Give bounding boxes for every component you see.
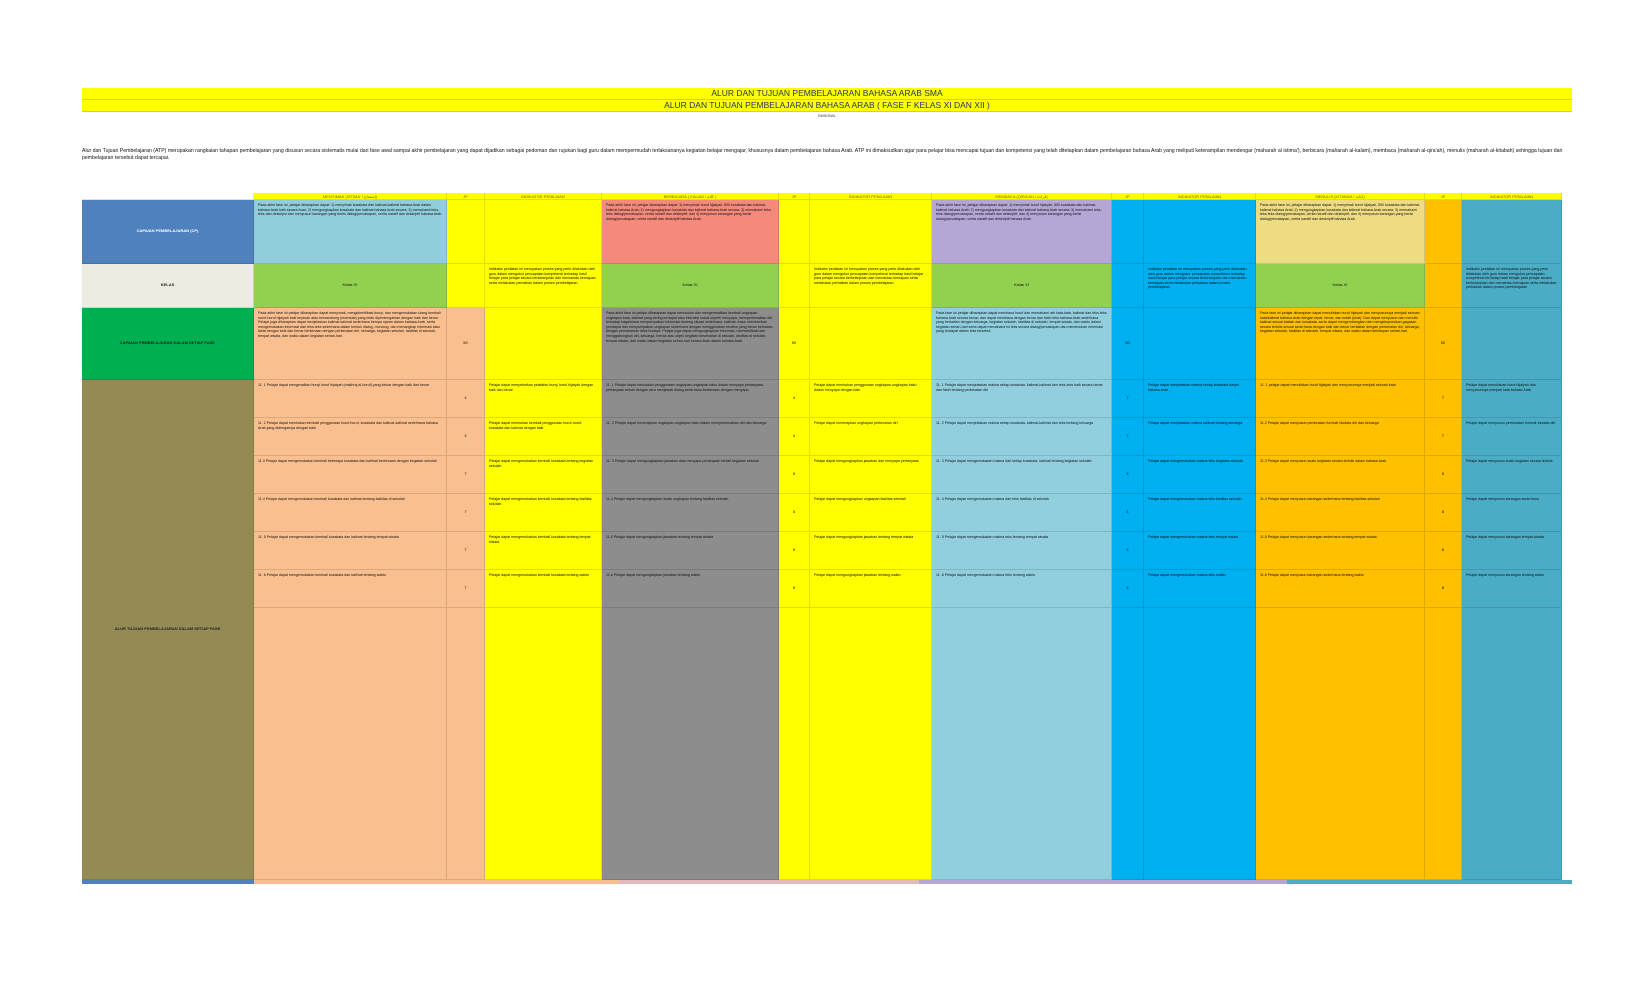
atp-section — [82, 380, 1572, 880]
kelas-jp — [1425, 264, 1462, 308]
atp-cell-jp2: 5 — [779, 570, 810, 608]
atp-filler-cell — [254, 608, 447, 880]
header-jp: JP — [447, 193, 485, 200]
atp-cell-jp1: 7 — [447, 532, 485, 570]
atp-cell-ind4: Pelajar dapat menuliskan huruf hijaiyah dan menyusunnya menjadi kata bahasa Arab — [1462, 380, 1562, 418]
header-jp: JP — [1425, 193, 1462, 200]
document-subtitle: ALUR DAN TUJUAN PEMBELAJARAN BAHASA ARAB ( FASE F KELAS XI DAN XII ) — [82, 100, 1572, 112]
atp-cell-ind3: Pelajar dapat mengemukakan makna teks kegiatan sekolah — [1144, 456, 1256, 494]
atp-cell-ind2: Pelajar dapat mengungkapkan jawaban dan menyapa pertanyaan — [810, 456, 932, 494]
atp-filler-cell — [779, 608, 810, 880]
atp-cell-jp1: 4 — [447, 380, 485, 418]
atp-filler-cell — [602, 608, 779, 880]
kelas-jp — [779, 264, 810, 308]
kelas-jp — [447, 264, 485, 308]
atp-cell-jp1: 7 — [447, 570, 485, 608]
kelas-menulis: Kelas XI — [1256, 264, 1425, 308]
rasional-label: RASIONAL — [818, 114, 836, 118]
atp-filler-cell — [485, 608, 602, 880]
cp-indikator-menyimak — [485, 200, 602, 264]
atp-cell-berbicara: 11.4 Pelajar dapat mengungkapkan suatu ungkapan tentang fasilitas sekolah — [602, 494, 779, 532]
header-indikator: INDIKATOR PENILAIAN — [1462, 193, 1562, 200]
atp-cell-jp3: 7 — [1112, 380, 1144, 418]
atp-cell-jp4: 8 — [1425, 532, 1462, 570]
cp-indikator-membaca — [1144, 200, 1256, 264]
cp-elemen-indikator — [1462, 308, 1562, 380]
header-indikator: INDIKATOR PENILAIAN — [485, 193, 602, 200]
cp-menulis: Pada akhir fase ini, pelajar diharapkan dapat: 1) menyimak huruf hijaiyah, 500 kosakata dan kalimat-kalimat bahasa Arab; 2) mengungkapkan kosakata dan kalimat bahasa Arab secara; 3) memahami teks-teks dialog/percakapan, cerita naratif dan deskriptif; dan 4) menyusun karangan yang berisi dialog/percakapan, cerita naratif dan deskriptif bahasa Arab. — [1256, 200, 1425, 264]
cp-jp-membaca — [1112, 200, 1144, 264]
atp-cell-berbicara: 11. 1 Pelajar dapat menirukan penggunaan ungkapan-ungkapan baku dalam menyapa pertanyaan-pertanyaan terkait dengan cara menjawab dialog sederhana berkenaan dengan menyapa — [602, 380, 779, 418]
atp-filler-cell — [1144, 608, 1256, 880]
cp-berbicara: Pada akhir fase ini, pelajar diharapkan dapat: 1) menyimak huruf hijaiyah, 500 kosakata dan kalimat-kalimat bahasa Arab; 2) mengungkapkan kosakata dan kalimat bahasa Arab secara; 3) memahami teks-teks dialog/percakapan, cerita naratif dan deskriptif; dan 4) menyusun karangan yang berisi dialog/percakapan, cerita naratif dan deskriptif bahasa Arab. — [602, 200, 779, 264]
cp-elemen-membaca: Pada fase ini pelajar diharapkan dapat membaca huruf dan memahami arti kata-kata, kalimat dan teks-teks bahasa Arab secara benar, dan dapat membaca dengan benar dan fasih teks bahasa Arab sederhana yang berkaitan dengan keluarga, kegiatan sekolah, fasilitas di sekolah, tempat wisata, dan waktu dalam kegiatan sehari-hari serta dapat memahami isi teks secara dialog/percakapan dan menemukan informasi yang terdapat dalam teks tersebut. — [932, 308, 1112, 380]
jp-total-membaca: 50 — [1112, 308, 1144, 380]
atp-cell-jp4: 8 — [1425, 456, 1462, 494]
atp-cell-ind1: Pelajar dapat mengemukakan kembali kosakata tentang fasilitas sekolah — [485, 494, 602, 532]
atp-cell-jp4: 7 — [1425, 380, 1462, 418]
atp-cell-ind3: Pelajar dapat mengemukakan makna teks tempat wisata — [1144, 532, 1256, 570]
atp-cell-ind3: Pelajar dapat menjelaskan makna setiap kosakata dalam bahasa Arab — [1144, 380, 1256, 418]
atp-cell-jp2: 5 — [779, 532, 810, 570]
intro-paragraph: Alur dan Tujuan Pembelajaran (ATP) merupakan rangkaian tahapan pembelajaran yang disusun secara sistematis mulai dari fase awal sampai akhir pembelajaran yang dapat dijadikan sebagai pedoman dan rujukan bagi guru dalam mempermudah terlaksananya kegiatan belajar mengajar, khususnya dalam pembelajaran bahasa Arab. ATP ini dimaksudkan agar para pelajar bisa mencapai tujuan dan kompetensi yang telah ditetapkan dalam pembelajaran bahasa Arab yang meliputi keterampilan mendengar (maharah al istima'), berbicara (maharah al-kalam), membaca (maharah al-qira'ah), menulis (maharah al-kitabah) sehingga tujuan dari pembelajaran tersebut dapat tercapai. — [82, 148, 1563, 161]
header-menyimak: MENYIMAK (ISTIMA' / إستماع) — [254, 193, 447, 200]
atp-cell-jp1: 4 — [447, 418, 485, 456]
atp-cell-berbicara: 11.5 Pelajar dapat mengungkapkan jawaban tentang tempat wisata — [602, 532, 779, 570]
cp-elemen-menulis: Pada fase ini pelajar diharapkan dapat menuliskan huruf hijaiyah dan menyusunnya menjadi sebuah kata/kalimat bahasa Arab dengan tepat, benar, dan indah (khat). Dan dapat menyusun dan menulis kalimat sesuai kaidah dan kosakata, serta dapat mengembangkan dan mengekspresikan gagasan secara tertulis sesuai sederhana dengan baik dan benar berkaitan dengan perkenalan diri, keluarga, kegiatan sekolah, fasilitas di sekolah, tempat wisata, dan waktu dalam kehidupan sehari-hari. — [1256, 308, 1425, 380]
atp-cell-ind2: Pelajar dapat menerapkan ungkapan perkenalan diri — [810, 418, 932, 456]
atp-cell-jp4: 7 — [1425, 418, 1462, 456]
bottom-strip-cell — [619, 880, 919, 884]
atp-filler-cell — [1462, 608, 1562, 880]
atp-cell-ind4: Pelajar dapat menyusun karangan tentang waktu — [1462, 570, 1562, 608]
header-indikator: INDIKATOR PENILAIAN — [810, 193, 932, 200]
atp-cell-jp4: 8 — [1425, 570, 1462, 608]
cp-jp-berbicara — [779, 200, 810, 264]
atp-cell-ind4: Pelajar dapat menyusun karangan sederhana — [1462, 494, 1562, 532]
atp-filler-cell — [932, 608, 1112, 880]
cp-indikator-menulis — [1462, 200, 1562, 264]
cp-elemen-indikator — [1144, 308, 1256, 380]
atp-table — [82, 193, 1572, 380]
row-label-cp: CAPAIAN PEMBELAJARAN (CP) — [82, 200, 254, 264]
atp-cell-menyimak: 11.4 Pelajar dapat mengemukakan kembali kosakata dan kalimat tentang fasilitas di sekolah — [254, 494, 447, 532]
kelas-membaca: Kelas XI — [932, 264, 1112, 308]
cp-elemen-indikator — [485, 308, 602, 380]
bottom-strip-cell — [919, 880, 1287, 884]
atp-cell-berbicara: 11. 2 Pelajar dapat menerapkan ungkapan-ungkapan baku dalam memperkenalkan diri dan keluarga — [602, 418, 779, 456]
row-label-kelas: KELAS — [82, 264, 254, 308]
atp-cell-ind2: Pelajar dapat mengungkapkan ungkapan fasilitas sekolah — [810, 494, 932, 532]
atp-cell-ind1: Pelajar dapat mengemukakan kembali kosakata tentang tempat wisata — [485, 532, 602, 570]
atp-cell-menulis: 11.3 Pelajar dapat menyusun suatu kegiatan secara tertulis dalam bahasa Arab — [1256, 456, 1425, 494]
cp-jp-menyimak — [447, 200, 485, 264]
row-label-atp: ALUR TUJUAN PEMBELAJARAN DALAM SETIAP FASE — [82, 380, 254, 880]
atp-cell-ind3: Pelajar dapat mengemukakan makna teks fasilitas sekolah — [1144, 494, 1256, 532]
header-jp: JP — [1112, 193, 1144, 200]
atp-cell-menulis: 11. 1 pelajar dapat menuliskan huruf hijaiyah dan menyusunnya menjadi sebuah kata — [1256, 380, 1425, 418]
header-berbicara: BERBICARA ( KALAM / كلام ) — [602, 193, 779, 200]
bottom-strip-cell — [254, 880, 619, 884]
cp-elemen-menyimak: Pada akhir fase ini pelajar diharapkan dapat menyimak, mengidentifikasi bunyi, dan mengemukakan ulang kembali huruf-huruf hijaiyah baik terpisah atau bersambung (mufradat) yang telah diperdengarkan dengan baik dan benar. Pelajar juga diharapkan dapat menjelaskan kalimat-kalimat sederhana berupa ujaran dalam bahasa Arab, serta mengemukakan informasi dari teks-teks sederhana dalam bentuk dialog, monolog, dan menangkap informasi atau fakta dengan baik dan benar berkenaan dengan perkenalan diri, keluarga, kegiatan sekolah, fasilitas di sekolah, tempat wisata, dan waktu dalam kegiatan sehari-hari. — [254, 308, 447, 380]
atp-rows — [254, 380, 1572, 880]
cp-elemen-berbicara: Pada akhir fase ini pelajar diharapkan dapat menirukan dan mengembalikan kembali ungkapan-ungkapan kata, kalimat yang sering terdapat atau interaksi sosial seperti menyapa, memperkenalkan diri, terhadap bagaimana menyampaikan informasi tentang situasi sederhana, kalimat, frasa, memberikan pendapat dan menyampaikan ungkapan sederhana dengan menggunakan struktur yang benar berkaitan dengan pemahaman lafaz budaya. Pelajar juga dapat mengungkapkan informasi, memverifikasi dan menggabungkan diri, keluarga, benda atau objek kegiatan keseharian di sekolah, fasilitas di sekolah, tempat wisata, dan waktu dalam kegiatan sehari-hari secara lisan dalam bahasa Arab. — [602, 308, 779, 380]
jp-total-menyimak: 50 — [447, 308, 485, 380]
atp-cell-menulis: 11.2 Pelajar dapat menyusun pembuatan formulir biodata diri dan keluarga — [1256, 418, 1425, 456]
cp-indikator-berbicara — [810, 200, 932, 264]
atp-cell-ind1: Pelajar dapat menyebutkan pelafalan bunyi huruf hijaiyah dengan baik dan benar — [485, 380, 602, 418]
atp-cell-berbicara: 11. 3 Pelajar dapat mengungkapkan jawaban atas menyapa pertanyaan terkait kegiatan sekolah — [602, 456, 779, 494]
atp-cell-jp2: 4 — [779, 418, 810, 456]
atp-cell-ind3: Pelajar dapat mengemukakan makna teks waktu — [1144, 570, 1256, 608]
atp-cell-membaca: 11. 4 Pelajar dapat mengemukakan makna dari teks fasilitas di sekolah — [932, 494, 1112, 532]
atp-cell-menyimak: 11. 2 Pelajar dapat menirukan kembali penggunaan huruf-huruf, kosakata dan kalimat-kalimat sederhana bahasa Arab yang didengarnya dengan baik — [254, 418, 447, 456]
atp-cell-menyimak: 11. 6 Pelajar dapat mengemukakan kembali kosakata dan kalimat tentang waktu — [254, 570, 447, 608]
atp-cell-jp3: 4 — [1112, 456, 1144, 494]
atp-cell-menulis: 11.4 Pelajar dapat menyusun karangan sederhana tentang fasilitas sekolah — [1256, 494, 1425, 532]
indikator-umum-membaca: Indikator penilaian ini merupakan proses yang perlu dilakukan oleh guru dalam mengukur pencapaian kompetensi terhadap hasil belajar para pelajar secara berkelanjutan dan memantau kemajuan serta melakukan perbaikan dalam proses pembelajaran — [1144, 264, 1256, 308]
atp-cell-jp3: 7 — [1112, 418, 1144, 456]
atp-cell-jp4: 8 — [1425, 494, 1462, 532]
atp-cell-ind2: Pelajar dapat mengungkapkan jawaban tentang waktu — [810, 570, 932, 608]
kelas-menyimak: Kelas XI — [254, 264, 447, 308]
atp-cell-jp3: 4 — [1112, 532, 1144, 570]
atp-filler-cell — [1425, 608, 1462, 880]
indikator-umum-menyimak: Indikator penilaian ini merupakan proses yang perlu dilakukan oleh guru dalam mengukur pencapaian kompetensi terhadap hasil belajar para pelajar secara berkelanjutan dan memantau kemajuan serta melakukan perbaikan dalam proses pembelajaran — [485, 264, 602, 308]
header-menulis: MENULIS (KITABAH / كتابة) — [1256, 193, 1425, 200]
atp-cell-ind1: Pelajar dapat mengemukakan kembali kosakata tentang kegiatan sekolah — [485, 456, 602, 494]
spreadsheet-page — [82, 88, 1572, 162]
atp-cell-membaca: 11. 5 Pelajar dapat mengemukakan makna teks tentang tempat wisata — [932, 532, 1112, 570]
atp-filler-cell — [810, 608, 932, 880]
atp-cell-menyimak: 11. 1 Pelajar dapat mengenalkan bunyi huruf hijaiyah (makhraj al-huruf) yang keluar dengan baik dan benar — [254, 380, 447, 418]
indikator-umum-menulis: Indikator penilaian ini merupakan proses yang perlu dilakukan oleh guru dalam mengukur pencapaian kompetensi terhadap hasil belajar para pelajar secara berkelanjutan dan memantau kemajuan serta melakukan perbaikan dalam proses pembelajaran — [1462, 264, 1562, 308]
atp-cell-membaca: 11. 6 Pelajar dapat mengemukakan makna teks tentang waktu — [932, 570, 1112, 608]
jp-total-menulis: 50 — [1425, 308, 1462, 380]
atp-filler-cell — [1256, 608, 1425, 880]
atp-filler-cell — [447, 608, 485, 880]
atp-cell-jp1: 7 — [447, 494, 485, 532]
atp-cell-menulis: 11.5 Pelajar dapat menyusun karangan sederhana tentang tempat wisata — [1256, 532, 1425, 570]
header-blank — [82, 193, 254, 200]
atp-cell-membaca: 11. 2 Pelajar dapat menjelaskan makna setiap kosakata, kalimat-kalimat dan teks tentang keluarga — [932, 418, 1112, 456]
atp-cell-jp2: 5 — [779, 494, 810, 532]
atp-cell-ind2: Pelajar dapat menirukan penggunaan ungkapan-ungkapan baku dalam menyapa dengan baik — [810, 380, 932, 418]
header-membaca: MEMBACA (QIRA'AH / قراءة) — [932, 193, 1112, 200]
header-jp: JP — [779, 193, 810, 200]
cp-elemen-indikator — [810, 308, 932, 380]
atp-cell-ind2: Pelajar dapat mengungkapkan jawaban tentang tempat wisata — [810, 532, 932, 570]
bottom-strip-cell — [82, 880, 254, 884]
header-indikator: INDIKATOR PENILAIAN — [1144, 193, 1256, 200]
indikator-umum-berbicara: Indikator penilaian ini merupakan proses yang perlu dilakukan oleh guru dalam mengukur pencapaian kompetensi terhadap hasil belajar para pelajar secara berkelanjutan dan memantau kemajuan serta melakukan perbaikan dalam proses pembelajaran — [810, 264, 932, 308]
atp-cell-berbicara: 11.6 Pelajar dapat mengungkapkan jawaban tentang waktu — [602, 570, 779, 608]
atp-cell-jp1: 7 — [447, 456, 485, 494]
atp-cell-menulis: 11.6 Pelajar dapat menyusun karangan sederhana tentang waktu — [1256, 570, 1425, 608]
atp-cell-ind4: Pelajar dapat menyusun karangan tempat wisata — [1462, 532, 1562, 570]
atp-cell-menyimak: 11. 5 Pelajar dapat mengemukakan kembali kosakata dan kalimat tentang tempat wisata — [254, 532, 447, 570]
atp-cell-jp2: 4 — [779, 380, 810, 418]
atp-cell-membaca: 11. 3 Pelajar dapat mengemukakan makna dari setiap kosakata, kalimat tentang kegiatan sekolah — [932, 456, 1112, 494]
cp-menyimak: Pada akhir fase ini, pelajar diharapkan dapat: 1) menyimak kosakata dan kalimat-kalimat bahasa Arab dalam bahasa Arab baik secara lisan; 2) mengungkapkan kosakata dan kalimat bahasa Arab secara; 3) memahami teks-teks dan deskripsi dan menyusun karangan yang berisi dialog/percakapan, cerita naratif dan deskriptif bahasa Arab — [254, 200, 447, 264]
atp-filler-cell — [1112, 608, 1144, 880]
bottom-strip — [82, 880, 1572, 884]
atp-cell-jp3: 4 — [1112, 570, 1144, 608]
atp-cell-membaca: 11. 1 Pelajar dapat menjelaskan makna setiap kosakata, kalimat-kalimat dan teks-teks baik secara benar dan fasih tentang perkenalan diri — [932, 380, 1112, 418]
atp-cell-jp3: 4 — [1112, 494, 1144, 532]
atp-cell-menyimak: 11.3 Pelajar dapat mengemukakan kembali beberapa kosakata dan kalimat berkenaan dengan kegiatan sekolah — [254, 456, 447, 494]
atp-cell-jp2: 5 — [779, 456, 810, 494]
atp-cell-ind4: Pelajar dapat menyusun suatu kegiatan secara tertulis — [1462, 456, 1562, 494]
document-title: ALUR DAN TUJUAN PEMBELAJARAN BAHASA ARAB SMA — [82, 88, 1572, 100]
atp-cell-ind3: Pelajar dapat menjelaskan makna kalimat tentang keluarga — [1144, 418, 1256, 456]
cp-jp-menulis — [1425, 200, 1462, 264]
cp-membaca: Pada akhir fase ini, pelajar diharapkan dapat: 1) menyimak huruf hijaiyah, 500 kosakata dan kalimat-kalimat bahasa Arab; 2) mengungkapkan kosakata dan kalimat bahasa Arab secara; 3) memahami teks-teks dialog/percakapan, cerita naratif dan deskriptif; dan 4) menyusun karangan yang berisi dialog/percakapan, cerita naratif dan deskriptif bahasa Arab. — [932, 200, 1112, 264]
atp-cell-ind1: Pelajar dapat menirukan kembali penggunaan huruf-huruf, kosakata dan kalimat dengan baik — [485, 418, 602, 456]
jp-total-berbicara: 50 — [779, 308, 810, 380]
atp-cell-ind4: Pelajar dapat menyusun pembuatan formulir biodata diri — [1462, 418, 1562, 456]
kelas-jp — [1112, 264, 1144, 308]
kelas-berbicara: Kelas XI — [602, 264, 779, 308]
row-label-cp-elemen: CAPAIAN PEMBELAJARAN DALAM SETIAP FASE — [82, 308, 254, 380]
bottom-strip-cell — [1287, 880, 1572, 884]
atp-cell-ind1: Pelajar dapat mengemukakan kembali kosakata tentang waktu — [485, 570, 602, 608]
